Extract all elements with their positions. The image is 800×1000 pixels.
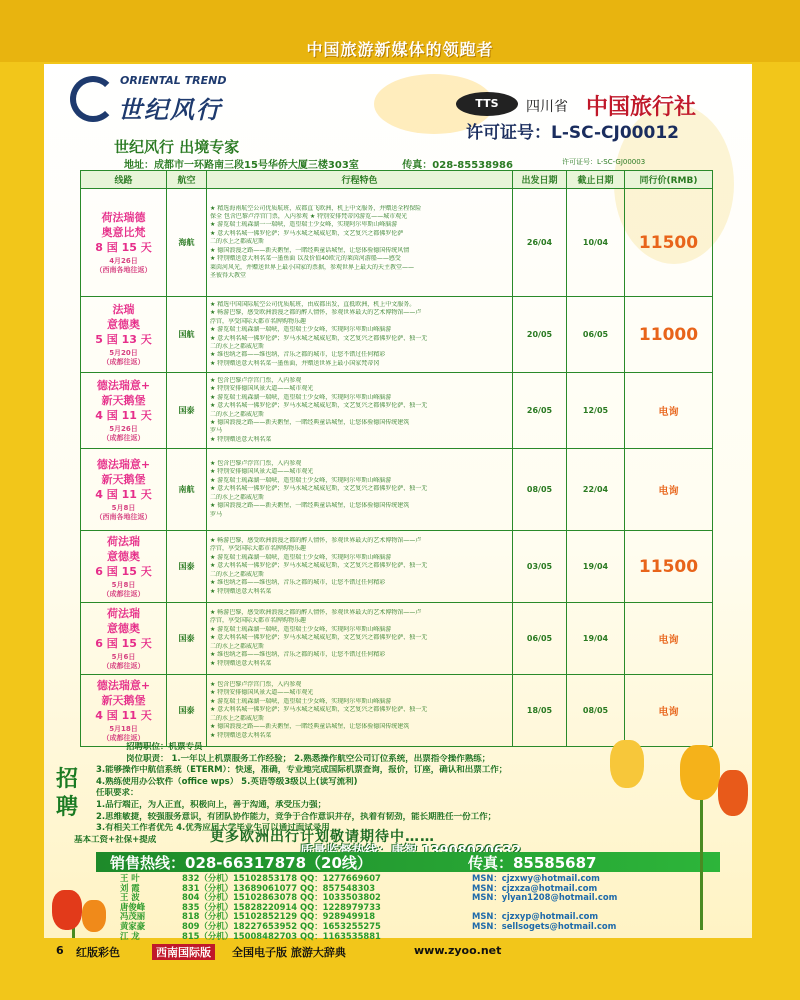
- features-cell: [207, 297, 513, 373]
- footer-section: 红版彩色: [76, 946, 120, 959]
- route-cell: [81, 531, 167, 603]
- feature-line: ★ 游览瑞士琉森湖一一瑞峡，遥望瑞士少女峰，实现阿尔卑斯山峰脑游: [210, 221, 398, 229]
- feature-line: ★ 包含巴黎卢浮宫门票，入内参观: [210, 681, 302, 689]
- feature-line: ★ 特别安排德国风景大道——城市观光: [210, 689, 314, 697]
- feature-line: ★ 意大利名城一佛罗伦萨；罗马水城之城威尼斯，文艺复兴之都佛罗伦萨: [210, 229, 404, 237]
- recruit-line: 2.思维敏捷，较强服务意识，有团队协作能力，竞争于合作意识并存，执着有韧劲，能长期胜任一份工作；: [96, 811, 497, 822]
- deadline-cell: 12/05: [567, 373, 625, 449]
- col-header-airline: 航空: [167, 171, 207, 189]
- feature-line: ★ 意大利名城一佛罗伦萨；罗马水城之城威尼斯，文艺复兴之都佛罗伦萨、独一无: [210, 334, 428, 342]
- deadline-cell: 19/04: [567, 531, 625, 603]
- feature-line: ★ 游览瑞士琉森湖一瑞峡，遥望瑞士少女峰，实现阿尔卑斯山峰脑游: [210, 326, 392, 334]
- route-origin: （成都往返）: [102, 734, 145, 742]
- feature-line: ★ 德国浪漫之路——新天鹅堡，一睹经典童话城堡，让您体验德国传统建筑: [210, 502, 410, 510]
- depart-date-cell: 03/05: [513, 531, 567, 603]
- tours-table: [80, 170, 713, 747]
- feature-line: ★ 意大利名城一佛罗伦萨；罗马水城之城威尼斯，文艺复兴之都佛罗伦萨、独一无: [210, 562, 428, 570]
- feature-line: ★ 特别安排德国风景大道——城市观光: [210, 385, 314, 393]
- contact-list: [120, 874, 680, 941]
- price-cell: 电询: [625, 449, 713, 531]
- contact-phone: 832（分机）15102853178 QQ：1277669607: [182, 873, 381, 883]
- contact-phone: 835（分机）15828220914 QQ：1228979733: [182, 901, 381, 912]
- route-cell: [81, 675, 167, 747]
- route-duration: 6 国 15 天: [95, 565, 152, 578]
- feature-line: 浮宫，享受国际大都市名牌购物乐趣: [210, 545, 307, 553]
- footer-bar: [0, 940, 800, 1000]
- tour-row: [81, 297, 713, 373]
- route-date: 5月26日: [109, 425, 138, 433]
- route-duration: 4 国 11 天: [95, 488, 152, 501]
- feature-line: 罗马: [210, 510, 223, 518]
- address-line: [124, 156, 553, 171]
- col-header-route: 线路: [81, 171, 167, 189]
- route-origin: （西南各地往返）: [95, 266, 152, 274]
- address: 地址：成都市一环路南三段15号华侨大厦三楼303室: [124, 160, 359, 171]
- sales-fax: 传真：85585687: [468, 854, 597, 872]
- feature-line: ★ 维也纳之都——维也纳，音乐之都的城市，让您不错过任何精彩: [210, 579, 386, 587]
- depart-date-cell: 26/05: [513, 373, 567, 449]
- route-name: 意德奥: [107, 622, 140, 635]
- feature-line: ★ 游览瑞士琉森湖一瑞峡，遥望瑞士少女峰，实现阿尔卑斯山峰脑游: [210, 625, 392, 633]
- route-name: 新天鹅堡: [101, 473, 146, 486]
- feature-line: ★ 德国浪漫之路——新天鹅堡，一睹经典童话城堡，让您体验德国传统风情: [210, 246, 410, 254]
- contact-phone: 809（分机）18227653952 QQ：1653255275: [182, 920, 381, 931]
- contact-phone: 804（分机）15102863078 QQ：1033503802: [182, 892, 381, 903]
- feature-line: ★ 意大利名城一佛罗伦萨；罗马水城之城威尼斯，文艺复兴之都佛罗伦萨、独一无: [210, 706, 428, 714]
- tulip-stem: [700, 790, 703, 930]
- feature-line: 二的水上之都威尼斯: [210, 410, 265, 418]
- route-duration: 4 国 11 天: [95, 409, 152, 422]
- route-name: 意德奥: [107, 318, 140, 331]
- depart-date-cell: 06/05: [513, 603, 567, 675]
- contact-phone: 818（分机）15102852129 QQ：928949918: [182, 911, 376, 922]
- feature-line: 保全 包含巴黎卢浮宫门票，入内参观 ★ 特别安排梵蒂冈游览——城市观光: [210, 213, 408, 221]
- brand-mark-icon: [70, 76, 116, 122]
- sales-hotline: 销售热线：028-66317878（20线）: [110, 854, 372, 872]
- route-origin: （成都往返）: [102, 662, 145, 670]
- contact-name: 江 龙: [120, 930, 140, 941]
- feature-line: ★ 意大利名城一佛罗伦萨；罗马水城之城威尼斯，文艺复兴之都佛罗伦萨、独一无: [210, 402, 428, 410]
- deadline-cell: 06/05: [567, 297, 625, 373]
- recruit-line: 招聘职位：机票专员: [126, 742, 203, 752]
- feature-line: ★ 维也纳之都——维也纳，音乐之都的城市，让您不错过任何精彩: [210, 651, 386, 659]
- tulip-icon: [610, 740, 644, 788]
- airline-cell: 国泰: [167, 531, 207, 603]
- feature-line: ★ 游览瑞士琉森湖一瑞峡，遥望瑞士少女峰，实现阿尔卑斯山峰脑游: [210, 697, 392, 705]
- route-duration: 5 国 13 天: [95, 333, 152, 346]
- feature-line: ★ 包含巴黎卢浮宫门票，入内参观: [210, 460, 302, 468]
- features-cell: [207, 373, 513, 449]
- feature-line: 二的水上之都威尼斯: [210, 714, 265, 722]
- price-cell: 11500: [625, 189, 713, 297]
- footer-edition: 西南国际版: [152, 944, 215, 960]
- contact-name: 唐俊峰: [120, 901, 146, 912]
- route-name: 德法瑞意+: [96, 458, 151, 471]
- tour-row: [81, 675, 713, 747]
- feature-line: ★ 精选海南航空公司优质航班，成都直飞欧洲，机上中文服务，并赠送全程保险: [210, 204, 422, 212]
- feature-line: ★ 畅游巴黎，感受欧洲浪漫之都的醉人情怀，参观世界最大的艺术博物馆——卢: [210, 309, 422, 317]
- route-date: 5月20日: [109, 349, 138, 357]
- price-cell: 11000: [625, 297, 713, 373]
- airline-cell: 海航: [167, 189, 207, 297]
- contact-name: 黄家豪: [120, 920, 146, 931]
- route-duration: 4 国 11 天: [95, 709, 152, 722]
- route-cell: [81, 449, 167, 531]
- col-header-deadline: 截止日期: [567, 171, 625, 189]
- footer-url[interactable]: www.zyoo.net: [414, 944, 502, 957]
- deadline-cell: 08/05: [567, 675, 625, 747]
- recruit-title: 招聘: [55, 767, 78, 820]
- license-number: 许可证号：L-SC-CJ00012: [466, 123, 679, 143]
- depart-date-cell: 20/05: [513, 297, 567, 373]
- route-origin: （成都往返）: [102, 590, 145, 598]
- features-cell: [207, 449, 513, 531]
- table-header-row: [81, 171, 713, 189]
- route-cell: [81, 373, 167, 449]
- depart-date-cell: 26/04: [513, 189, 567, 297]
- license-small: 许可证号：L-SC-GJ00003: [562, 158, 646, 166]
- page-number: 6: [56, 944, 64, 957]
- airline-cell: 国泰: [167, 373, 207, 449]
- feature-line: ★ 游览瑞士琉森湖一瑞峡，遥望瑞士少女峰，实现阿尔卑斯山峰脑游: [210, 393, 392, 401]
- route-duration: 6 国 15 天: [95, 637, 152, 650]
- col-header-depart: 出发日期: [513, 171, 567, 189]
- header-slogan: 中国旅游新媒体的领跑者: [306, 40, 494, 59]
- feature-line: ★ 德国浪漫之路——新天鹅堡，一睹经典童话城堡，让您体验德国传统建筑: [210, 723, 410, 731]
- contact-msn: MSN：sellsogets@hotmail.com: [472, 920, 617, 931]
- feature-line: 二的水上之都威尼斯: [210, 570, 265, 578]
- tour-row: [81, 189, 713, 297]
- fax-number: 传真：028-85538986: [402, 160, 513, 171]
- deadline-cell: 10/04: [567, 189, 625, 297]
- contact-name: 冯茂丽: [120, 911, 146, 922]
- feature-line: ★ 特别安排德国风景大道——城市观光: [210, 468, 314, 476]
- feature-line: ★ 畅游巴黎，感受欧洲浪漫之都的醉人情怀，参观世界最大的艺术博物馆——卢: [210, 537, 422, 545]
- price-cell: 电询: [625, 675, 713, 747]
- route-date: 5月8日: [111, 504, 136, 512]
- depart-date-cell: 18/05: [513, 675, 567, 747]
- brand-logo-right: [456, 92, 716, 142]
- tulip-icon: [680, 745, 720, 800]
- feature-line: ★ 德国浪漫之路——新天鹅堡，一睹经典童话城堡，让您体验德国传统建筑: [210, 418, 410, 426]
- route-name: 意德奥: [107, 550, 140, 563]
- recruit-line: 1.品行端正，为人正直，积极向上，善于沟通，承受压力强；: [96, 799, 327, 810]
- depart-date-cell: 08/05: [513, 449, 567, 531]
- footer-title: 全国电子版 旅游大辞典: [232, 946, 346, 959]
- feature-line: ★ 维也纳之都——维也纳，音乐之都的城市，让您不错过任何精彩: [210, 351, 386, 359]
- route-origin: （成都往返）: [102, 434, 145, 442]
- brand-chinese-name: 世纪风行: [118, 96, 222, 124]
- route-cell: [81, 189, 167, 297]
- deadline-cell: 19/04: [567, 603, 625, 675]
- airline-cell: 国泰: [167, 675, 207, 747]
- price-cell: 电询: [625, 373, 713, 449]
- cits-badge-icon: TTS: [456, 92, 518, 116]
- airline-cell: 国泰: [167, 603, 207, 675]
- brand-english-name: ORIENTAL TREND: [120, 74, 227, 87]
- feature-line: 二的水上之都威尼斯: [210, 642, 265, 650]
- recruit-line: 基本工资+社保+提成: [74, 834, 157, 845]
- contact-msn: MSN：cjzxyp@hotmail.com: [472, 911, 599, 922]
- route-name: 新天鹅堡: [101, 694, 146, 707]
- features-cell: [207, 189, 513, 297]
- route-name: 新天鹅堡: [101, 394, 146, 407]
- contact-phone: 815（分机）15008482703 QQ：1163535881: [182, 930, 381, 941]
- route-date: 5月6日: [111, 653, 136, 661]
- route-name: 法瑞: [112, 303, 135, 316]
- contact-msn: MSN：ylyan1208@hotmail.com: [472, 892, 618, 903]
- price-cell: 电询: [625, 603, 713, 675]
- recruit-line: 4.熟练使用办公软件（office wps） 5.英语等级3级以上(读写流利): [96, 776, 358, 787]
- route-name: 德法瑞意+: [96, 679, 151, 692]
- contact-msn: MSN：cjzxza@hotmail.com: [472, 882, 598, 893]
- feature-line: ★ 畅游巴黎，感受欧洲浪漫之都的醉人情怀，参观世界最大的艺术博物馆——卢: [210, 609, 422, 617]
- col-header-features: 行程特色: [207, 171, 513, 189]
- features-cell: [207, 603, 513, 675]
- airline-cell: 国航: [167, 297, 207, 373]
- route-cell: [81, 297, 167, 373]
- deadline-cell: 22/04: [567, 449, 625, 531]
- feature-line: ★ 特别赠送意大利名菜一墨鱼面，并赠送世界上最小国家梵蒂冈: [210, 359, 380, 367]
- features-cell: [207, 675, 513, 747]
- feature-line: ★ 特别赠送意大利名菜: [210, 731, 272, 739]
- tour-row: [81, 531, 713, 603]
- features-cell: [207, 531, 513, 603]
- tour-row: [81, 373, 713, 449]
- recruit-line: 岗位职责： 1.一年以上机票服务工作经验； 2.熟悉操作航空公司订位系统，出票指令操作熟练；: [126, 753, 491, 764]
- route-date: 4月26日: [109, 257, 138, 265]
- feature-line: ★ 特别赠送意大利名菜: [210, 435, 272, 443]
- feature-line: ★ 游览瑞士琉森湖一瑞峡，遥望瑞士少女峰，实现阿尔卑斯山峰脑游: [210, 553, 392, 561]
- tulip-icon: [52, 890, 82, 930]
- tulip-icon: [718, 770, 748, 816]
- feature-line: 二的水上之都威尼斯: [210, 238, 265, 246]
- route-origin: （成都往返）: [102, 358, 145, 366]
- route-name: 荷法瑞德: [101, 211, 146, 224]
- tour-row: [81, 603, 713, 675]
- tulip-icon: [82, 900, 106, 932]
- feature-line: 二的水上之都威尼斯: [210, 342, 265, 350]
- route-name: 奥意比梵: [101, 226, 146, 239]
- feature-line: ★ 特别赠送意大利名菜: [210, 587, 272, 595]
- route-name: 德法瑞意+: [96, 379, 151, 392]
- route-cell: [81, 603, 167, 675]
- route-date: 5月18日: [109, 725, 138, 733]
- feature-line: 罗马: [210, 427, 223, 435]
- route-duration: 8 国 15 天: [95, 241, 152, 254]
- brand-logo-left: [70, 72, 250, 130]
- feature-line: ★ 精选中国国际航空公司优质航班，由成都出发，直抵欧洲，机上中文服务。: [210, 300, 416, 308]
- tagline: 世纪风行 出境专家: [114, 138, 240, 156]
- route-name: 荷法瑞: [107, 607, 140, 620]
- col-header-price: 同行价(RMB): [625, 171, 713, 189]
- brand-province: 四川省: [526, 99, 568, 115]
- feature-line: ★ 意大利名城一佛罗伦萨；罗马水城之城威尼斯，文艺复兴之都佛罗伦萨、独一无: [210, 634, 428, 642]
- feature-line: ★ 特别赠送意大利名菜一墨鱼面 以及价值40欧元的莱茵河游船——感受: [210, 255, 401, 263]
- brand-agency-name: 中国旅行社: [586, 94, 697, 120]
- more-trips-notice: 更多欧洲出行计划敬请期待中……: [210, 829, 435, 845]
- feature-line: ★ 包含巴黎卢浮宫门票，入内参观: [210, 376, 302, 384]
- route-name: 荷法瑞: [107, 535, 140, 548]
- feature-line: ★ 意大利名城一佛罗伦萨；罗马水城之城威尼斯，文艺复兴之都佛罗伦萨、独一无: [210, 485, 428, 493]
- route-date: 5月8日: [111, 581, 136, 589]
- contact-name: 刘 霞: [120, 882, 140, 893]
- contact-name: 王 叶: [120, 873, 140, 883]
- airline-cell: 南航: [167, 449, 207, 531]
- tour-row: [81, 449, 713, 531]
- contact-phone: 831（分机）13689061077 QQ：857548303: [182, 882, 376, 893]
- price-cell: 11500: [625, 531, 713, 603]
- feature-line: ★ 特别赠送意大利名菜: [210, 659, 272, 667]
- recruit-line: 3.能够操作中航信系统（ETERM）：快速，准确，专业地完成国际机票查询，报价，订座，确认和出票工作；: [96, 765, 508, 776]
- feature-line: 莱茵河风光，并赠送世界上最小国家的票据，参观世界上最大的天主教堂——: [210, 263, 415, 271]
- feature-line: ★ 游览瑞士琉森湖一瑞峡，遥望瑞士少女峰，实现阿尔卑斯山峰脑游: [210, 476, 392, 484]
- recruit-line: 3.有相关工作者优先 4.优秀应届大学毕业生可以通过面试录用: [96, 823, 330, 834]
- feature-line: 二的水上之都威尼斯: [210, 493, 265, 501]
- contact-name: 王 波: [120, 892, 140, 903]
- feature-line: 圣彼得大教堂: [210, 271, 247, 279]
- feature-line: 浮宫，享受国际大都市名牌购物乐趣: [210, 617, 307, 625]
- feature-line: 浮宫，享受国际大都市名牌购物乐趣: [210, 317, 307, 325]
- contact-msn: MSN：cjzxwy@hotmail.com: [472, 873, 600, 883]
- route-origin: （西南各地往返）: [95, 513, 152, 521]
- recruit-line: 任职要求：: [96, 788, 139, 799]
